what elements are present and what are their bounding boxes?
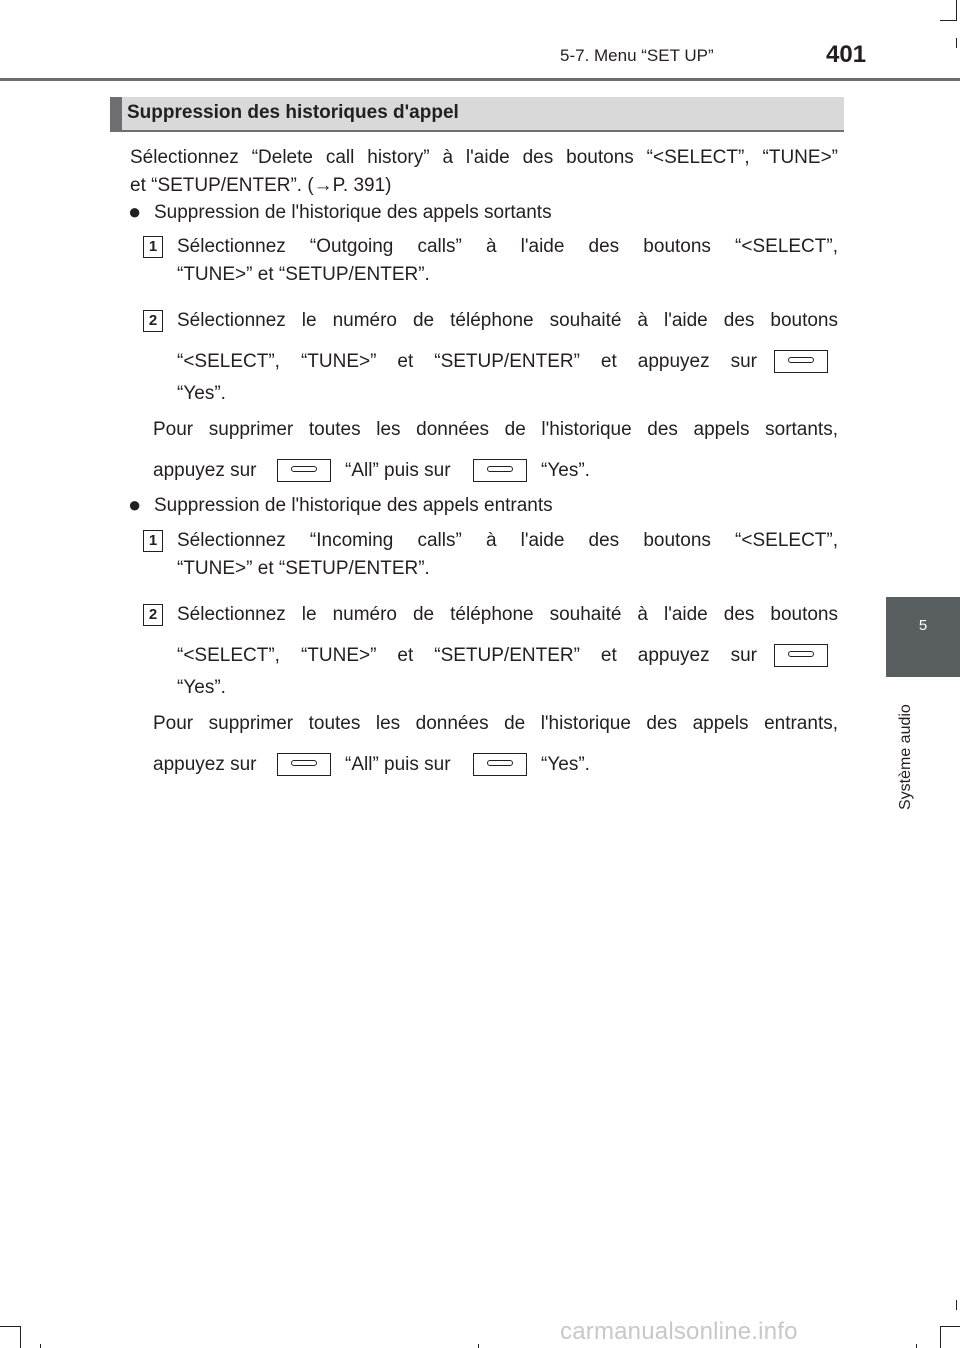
screen-button-icon — [473, 459, 527, 482]
screen-button-icon — [774, 644, 828, 667]
incoming-note-mid: “All” puis sur — [345, 754, 451, 775]
outgoing-step2-line2: “<SELECT”, “TUNE>” et “SETUP/ENTER” et appuyez sur — [177, 351, 757, 372]
crop-mark — [0, 1326, 20, 1327]
page-number: 401 — [826, 41, 867, 68]
incoming-step2-line2: “<SELECT”, “TUNE>” et “SETUP/ENTER” et appuyez sur — [177, 645, 757, 666]
crop-mark — [956, 38, 957, 48]
chapter-tab — [886, 597, 960, 677]
crop-mark — [956, 0, 957, 20]
outgoing-step2-line3: “Yes”. — [177, 383, 226, 404]
screen-button-icon — [473, 753, 527, 776]
chapter-tab-label-wrap — [897, 690, 917, 810]
bullet-icon: ● — [128, 199, 142, 224]
outgoing-step1-line1: Sélectionnez “Outgoing calls” à l'aide des boutons “<SELECT”, — [177, 236, 838, 257]
running-header-chapter: 5-7. Menu “SET UP” — [560, 46, 714, 65]
screen-button-icon — [277, 459, 331, 482]
incoming-step2-line3: “Yes”. — [177, 677, 226, 698]
outgoing-note-prefix: appuyez sur — [153, 460, 257, 481]
step-number-box: 2 — [143, 604, 163, 626]
incoming-step2-line1: Sélectionnez le numéro de téléphone souhaité à l'aide des boutons — [177, 604, 838, 625]
intro-line-1: Sélectionnez “Delete call history” à l'aide des boutons “<SELECT”, “TUNE>” — [130, 147, 838, 168]
step-number-box: 2 — [143, 310, 163, 332]
bullet-icon: ● — [128, 492, 142, 517]
crop-mark — [940, 1326, 960, 1327]
screen-button-icon — [277, 753, 331, 776]
header-rule — [0, 78, 960, 81]
step-number-box: 1 — [143, 530, 163, 552]
incoming-note-prefix: appuyez sur — [153, 754, 257, 775]
incoming-note-suffix: “Yes”. — [541, 754, 590, 775]
watermark: carmanualsonline.info — [560, 1318, 798, 1345]
crop-mark — [940, 20, 957, 21]
section-heading-bar — [110, 97, 122, 130]
step-number-box: 1 — [143, 236, 163, 258]
chapter-tab-label: Système audio — [897, 704, 914, 810]
incoming-step1-line2: “TUNE>” et “SETUP/ENTER”. — [177, 558, 430, 579]
crop-mark — [20, 1326, 21, 1348]
outgoing-step1-line2: “TUNE>” et “SETUP/ENTER”. — [177, 264, 430, 285]
crop-mark — [40, 1344, 41, 1348]
incoming-title: Suppression de l'historique des appels entrants — [154, 495, 553, 516]
chapter-tab-number: 5 — [918, 617, 928, 634]
outgoing-note-mid: “All” puis sur — [345, 460, 451, 481]
crop-mark — [916, 1344, 917, 1348]
outgoing-title: Suppression de l'historique des appels sortants — [154, 202, 552, 223]
incoming-step1-line1: Sélectionnez “Incoming calls” à l'aide des boutons “<SELECT”, — [177, 530, 838, 551]
crop-mark — [956, 1300, 957, 1310]
intro-line-2: et “SETUP/ENTER”. (→P. 391) — [130, 175, 392, 196]
outgoing-step2-line1: Sélectionnez le numéro de téléphone souhaité à l'aide des boutons — [177, 310, 838, 331]
outgoing-note-suffix: “Yes”. — [541, 460, 590, 481]
screen-button-icon — [774, 350, 828, 373]
section-title: Suppression des historiques d'appel — [127, 102, 459, 123]
section-heading — [110, 97, 844, 132]
incoming-note-line1: Pour supprimer toutes les données de l'historique des appels entrants, — [153, 713, 838, 734]
crop-mark — [478, 1344, 479, 1348]
crop-mark — [940, 1326, 941, 1348]
outgoing-note-line1: Pour supprimer toutes les données de l'historique des appels sortants, — [153, 419, 838, 440]
